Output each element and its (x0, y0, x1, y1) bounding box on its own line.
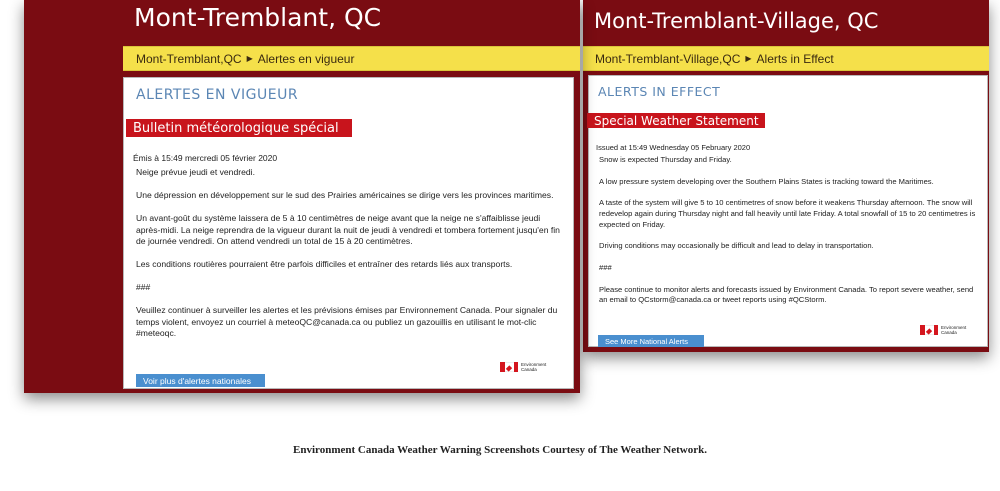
alert-paragraph: Snow is expected Thursday and Friday. (599, 155, 732, 164)
alert-title-banner: Bulletin météorologique spécial (126, 119, 352, 137)
breadcrumb (583, 46, 989, 71)
alert-paragraph: ### (136, 282, 151, 292)
alert-paragraph: A taste of the system will give 5 to 10 centimetres of snow before it weakens Thursday afternoon. The snow will redevelop again during Thursday night and fall heavily until late Friday. A total snowfall of 15 to 20 centimetres is expected on Friday. (599, 198, 976, 229)
breadcrumb-location-link[interactable]: Mont-Tremblant,QC (136, 51, 242, 66)
see-more-alerts-button[interactable]: Voir plus d'alertes nationales (136, 374, 265, 387)
alert-card (123, 77, 574, 389)
canada-flag-icon (500, 362, 518, 372)
alerts-heading: ALERTS IN EFFECT (598, 84, 721, 99)
alerts-heading: ALERTES EN VIGUEUR (136, 87, 299, 103)
alert-panel-french (24, 0, 580, 393)
issued-timestamp: Issued at 15:49 Wednesday 05 February 2020 (596, 143, 751, 152)
image-caption: Environment Canada Weather Warning Screenshots Courtesy of The Weather Network. (293, 444, 707, 456)
breadcrumb (123, 46, 580, 71)
logo-line: Canada (941, 330, 957, 335)
alert-paragraph: Un avant-goût du système laissera de 5 à 10 centimètres de neige avant que la neige ne s'affaiblisse jeudi après-midi. La neige reprendra de la vigueur durant la nuit de jeudi à vendredi et tombera fortement jusqu'en fin de journée vendredi. On attend vendredi un total de 15 à 20 centimètres. (136, 213, 560, 246)
alert-card (588, 75, 988, 347)
alert-paragraph: Please continue to monitor alerts and forecasts issued by Environment Canada. To report severe weather, send an email to QCstorm@canada.ca or tweet reports using #QCStorm. (599, 284, 974, 305)
breadcrumb-arrow-icon: ▶ (745, 54, 752, 63)
logo-line: Canada (521, 367, 537, 372)
canada-flag-icon (920, 325, 938, 335)
alert-body (136, 167, 562, 351)
breadcrumb-section: Alerts in Effect (756, 51, 834, 66)
alert-paragraph: Veuillez continuer à surveiller les alertes et les prévisions émises par Environnement Canada. Pour signaler du temps violent, envoyez un courriel à meteoQC@canada.ca ou publiez un gazouillis en utilisant le mot-clic #meteoqc. (136, 305, 558, 338)
logo-line: Environment (941, 325, 967, 330)
breadcrumb-section: Alertes en vigueur (257, 51, 355, 66)
issued-timestamp: Émis à 15:49 mercredi 05 février 2020 (133, 153, 278, 163)
environment-canada-logo (500, 362, 546, 372)
breadcrumb-location-link[interactable]: Mont-Tremblant-Village,QC (595, 51, 741, 66)
city-title: Mont-Tremblant-Village, QC (594, 9, 879, 33)
logo-line: Environment (521, 362, 547, 367)
alert-paragraph: Neige prévue jeudi et vendredi. (136, 167, 255, 177)
environment-canada-logo (920, 325, 966, 335)
alert-title-banner: Special Weather Statement (587, 113, 765, 128)
alert-panel-english (583, 0, 989, 352)
city-title: Mont-Tremblant, QC (134, 3, 382, 32)
see-more-alerts-button[interactable]: See More National Alerts (598, 335, 704, 347)
alert-paragraph: Une dépression en développement sur le sud des Prairies américaines se dirige vers les provinces maritimes. (136, 190, 554, 200)
alert-body (599, 155, 981, 317)
alert-paragraph: A low pressure system developing over the Southern Plains States is tracking toward the Maritimes. (599, 176, 934, 186)
alert-paragraph: ### (599, 262, 612, 272)
breadcrumb-arrow-icon: ▶ (246, 54, 253, 63)
alert-paragraph: Les conditions routières pourraient être parfois difficiles et entraîner des retards liés aux transports. (136, 259, 513, 269)
alert-paragraph: Driving conditions may occasionally be difficult and lead to delay in transportation. (599, 241, 874, 251)
